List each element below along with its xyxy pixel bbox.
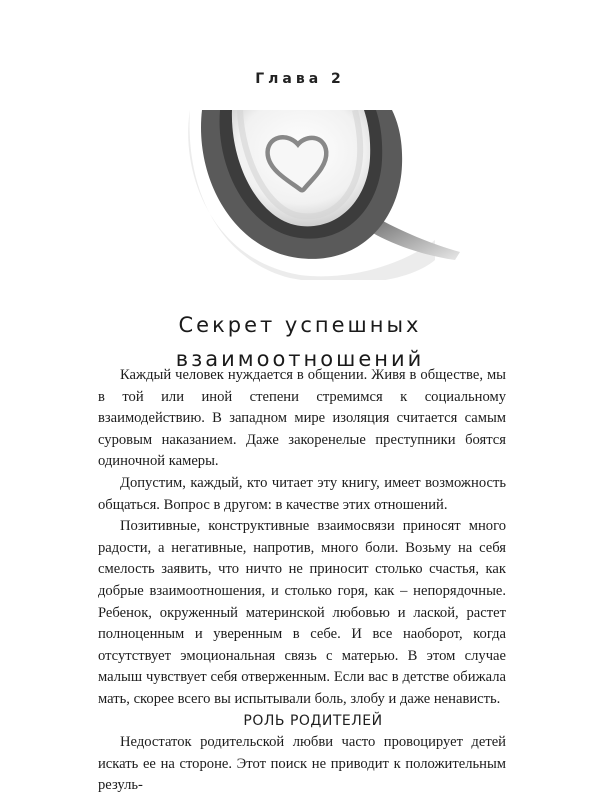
paragraph-2: Допустим, каждый, кто читает эту книгу, имеет возможность общаться. Вопрос в другом: в качестве этих отношений. (98, 474, 506, 513)
chapter-body (98, 365, 506, 797)
chapter-label: Глава 2 (255, 71, 345, 87)
paragraph-3: Позитивные, конструктивные взаимосвязи приносят много радости, а негативные, напротив, много боли. Возьму на себя смелость заявить, что ничто не приносит столько счастья, как добрые взаимоотношения, и столько горя, как – непорядочные. Ребенок, окруженный материнской любовью и лаской, растет полноценным и уверенным в себе. И все наоборот, когда отсутствует эмоциональная связь с матерью. В этом случае малыш чувствует себя отверженным. Если вас в детстве обижала мать, скорее всего вы испытывали боль, злобу и даже ненависть. (98, 518, 506, 707)
chapter-title-line-2: взаимоотношений (175, 347, 425, 372)
coffee-cup-heart-icon (180, 110, 470, 280)
paragraph-4: Недостаток родительской любви часто провоцирует детей искать ее на стороне. Этот поиск не приводит к положительным резуль- (98, 734, 506, 794)
chapter-title-line-1: Секрет успешных (178, 313, 422, 338)
coffee-cup-sketch (180, 110, 470, 280)
paragraph-1: Каждый человек нуждается в общении. Живя в обществе, мы в той или иной степени стремимся к социальному взаимодействию. В западном мире изоляция считается самым суровым наказанием. Даже закоренелые преступники боятся одиночной камеры. (98, 367, 506, 470)
section-heading: РОЛЬ РОДИТЕЛЕЙ (243, 712, 383, 729)
